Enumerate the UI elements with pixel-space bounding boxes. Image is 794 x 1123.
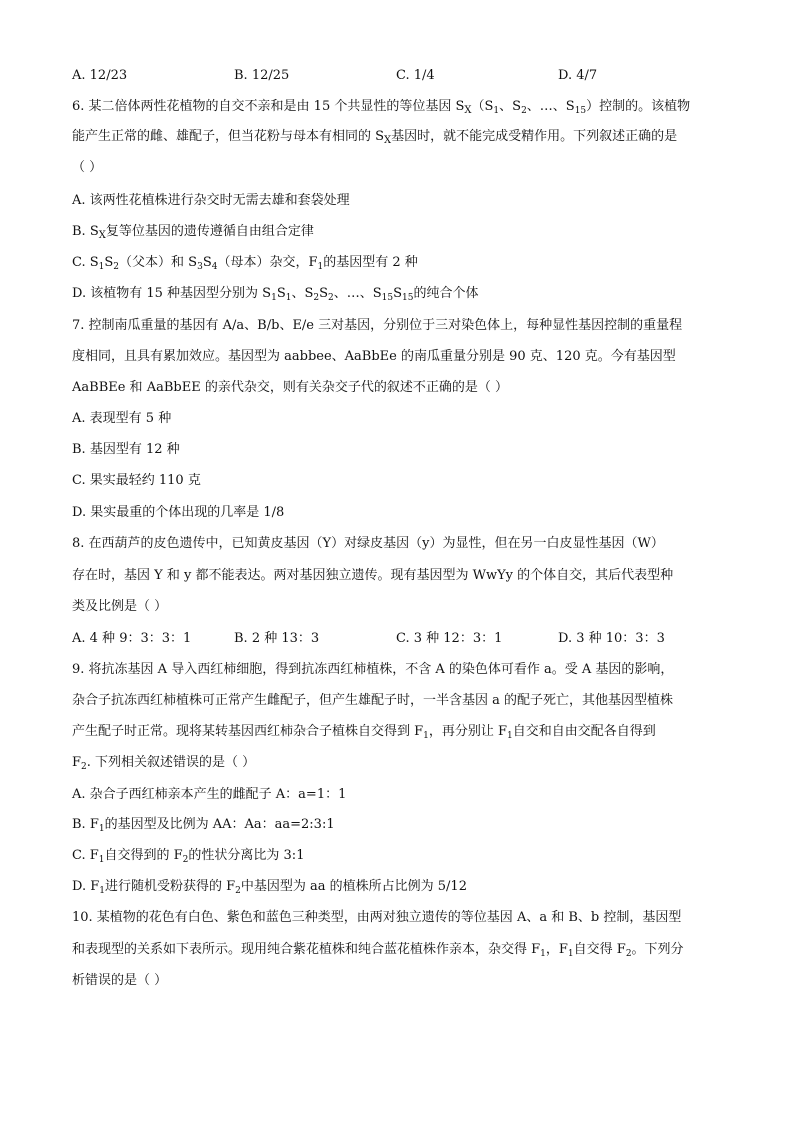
q7-stem-line3: AaBBEe 和 AaBbEE 的亲代杂交，则有关杂交子代的叙述不正确的是（ ） <box>72 380 508 395</box>
q6-stem-line1: 6. 某二倍体两性花植物的自交不亲和是由 15 个共显性的等位基因 $S_X(S_1$、$S_2$、…、$S_{15}$）控制的。该植物 <box>72 99 691 116</box>
q7-option-d: D. 果实最重的个体出现的几率是 1/8 <box>72 505 285 520</box>
q8-option-a: A. 4 种 9：3：3：1 <box>72 631 192 646</box>
q5-option-d: D. 4/7 <box>558 68 598 83</box>
q6-stem-line2: 能产生正常的雌、雄配子，但当花粉与母本有相同的 $S_X$基因时，就不能完成受精作用。下列叙述正确的是 <box>72 129 678 146</box>
q5-options <box>72 66 732 86</box>
q5-option-b: B. 12/25 <box>234 68 290 83</box>
q7-option-a: A. 表现型有 5 种 <box>72 411 172 426</box>
q10-stem-line2: 和表现型的关系如下表所示。现用纯合紫花植株和纯合蓝花植株作亲本，杂交得 $F_1$，$F_1$自交得 $F_2$。下列分 <box>72 942 684 959</box>
q9-option-a: A. 杂合子西红柿亲本产生的雌配子 A：a=1：1 <box>72 787 347 802</box>
q6-option-c: C. $S_1S_2$（父本）和 $S_3S_4$（母本）杂交，$F_1$的基因型有 2 种 <box>72 255 418 272</box>
q9-option-c: C. $F_1$自交得到的 $F_2$的性状分离比为 3:1 <box>72 848 305 865</box>
q9-stem-line3: 产生配子时正常。现将某转基因西红柿杂合子植株自交得到 $F_1$，再分别让 $F_1$自交和自由交配各自得到 <box>72 724 656 741</box>
q7-option-b: B. 基因型有 12 种 <box>72 442 180 457</box>
q8-stem-line1: 8. 在西葫芦的皮色遗传中，已知黄皮基因（Y）对绿皮基因（y）为显性，但在另一白皮显性基因（W） <box>72 536 664 551</box>
q5-option-c: C. 1/4 <box>396 68 435 83</box>
q8-stem-line2: 存在时，基因 Y 和 y 都不能表达。两对基因独立遗传。现有基因型为 WwYy 的个体自交，其后代表型种 <box>72 568 674 583</box>
q6-option-b: B. $S_X$复等位基因的遗传遵循自由组合定律 <box>72 224 314 241</box>
q8-options <box>72 629 732 649</box>
q10-stem-line3: 析错误的是（ ） <box>72 973 168 988</box>
q9-option-b: B. $F_1$的基因型及比例为 AA：Aa：aa=2:3:1 <box>72 817 335 834</box>
q10-stem-line1: 10. 某植物的花色有白色、紫色和蓝色三种类型，由两对独立遗传的等位基因 A、a 和 B、b 控制，基因型 <box>72 910 682 925</box>
q8-option-c: C. 3 种 12：3：1 <box>396 631 503 646</box>
q8-stem-line3: 类及比例是（ ） <box>72 599 168 614</box>
q9-option-d: D. $F_1$进行随机受粉获得的 $F_2$中基因型为 aa 的植株所占比例为 5/12 <box>72 879 467 896</box>
q9-stem-line4: $F_2$. 下列相关叙述错误的是（ ） <box>72 755 256 772</box>
q6-stem-line3: （ ） <box>72 160 103 175</box>
q8-option-b: B. 2 种 13：3 <box>234 631 320 646</box>
q7-stem-line1: 7. 控制南瓜重量的基因有 A/a、B/b、E/e 三对基因，分别位于三对染色体上，每种显性基因控制的重量程 <box>72 318 683 333</box>
q6-option-d: D. 该植物有 15 种基因型分别为 $S_1S_1$、$S_2S_2$、…、$S_{15}S_{15}$的纯合个体 <box>72 286 479 303</box>
q5-option-a: A. 12/23 <box>72 68 128 83</box>
q7-option-c: C. 果实最轻约 110 克 <box>72 473 201 488</box>
q7-stem-line2: 度相同，且具有累加效应。基因型为 aabbee、AaBbEe 的南瓜重量分别是 90 克、120 克。今有基因型 <box>72 349 676 364</box>
q6-option-a: A. 该两性花植株进行杂交时无需去雄和套袋处理 <box>72 193 350 208</box>
q9-stem-line2: 杂合子抗冻西红柿植株可正常产生雌配子，但产生雄配子时，一半含基因 a 的配子死亡，其他基因型植株 <box>72 693 674 708</box>
q8-option-d: D. 3 种 10：3：3 <box>558 631 665 646</box>
q9-stem-line1: 9. 将抗冻基因 A 导入西红柿细胞，得到抗冻西红柿植株，不含 A 的染色体可看作 a。受 A 基因的影响， <box>72 662 674 677</box>
